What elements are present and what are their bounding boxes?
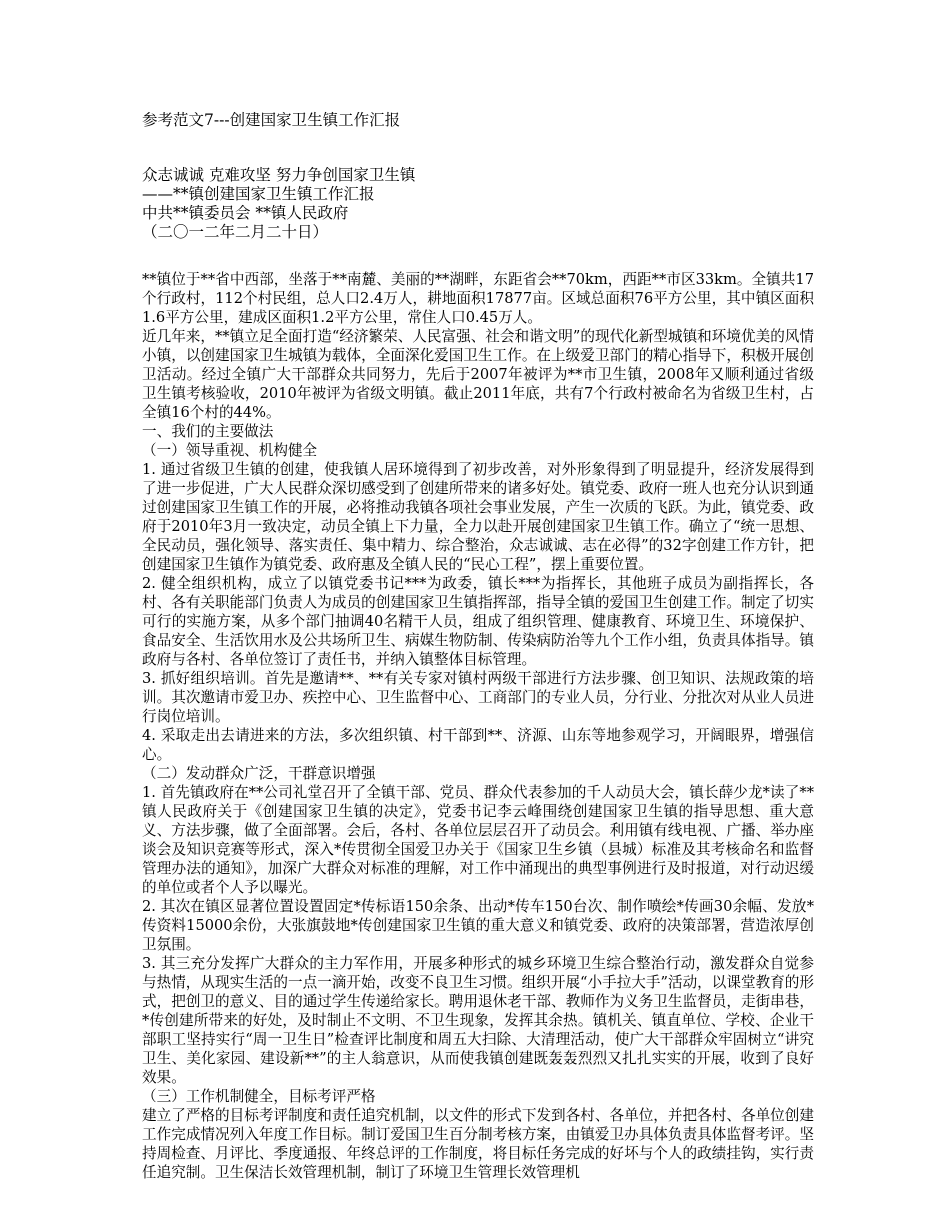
date-line: （二〇一二年二月二十日） — [142, 223, 329, 241]
subsection-heading: （一）领导重视、机构健全 — [142, 442, 318, 459]
body-text — [142, 270, 814, 1182]
paragraph: 1. 通过省级卫生镇的创建，使我镇人居环境得到了初步改善，对外形象得到了明显提升，经济发展得到了进一步促进，广大人民群众深切感受到了创建所带来的诸多好处。镇党委、政府一班人也充分认识到通过创建国家卫生镇工作的开展，必将推动我镇各项社会事业发展，产生一次质的飞跃。为此，镇党委、政府于2010年3月一致决定，动员全镇上下力量，全力以赴开展创建国家卫生镇工作。确立了“统一思想、全民动员，强化领导、落实责任、集中精力、综合整治，众志诚诚、志在必得”的32字创建工作方针，把创建国家卫生镇作为镇党委、政府惠及全镇人民的“民心工程”，摆上重要位置。 — [142, 461, 814, 573]
section-heading: 一、我们的主要做法 — [142, 423, 274, 440]
paragraph: 2. 其次在镇区显著位置设置固定*传标语150余条、出动*传车150台次、制作喷绘*传画30余幅、发放*传资料15000余份，大张旗鼓地*传创建国家卫生镇的重大意义和镇党委、政府的决策部署，营造浓厚创卫氛围。 — [142, 898, 814, 953]
header-block — [142, 166, 822, 242]
paragraph: 2. 健全组织机构，成立了以镇党委书记***为政委，镇长***为指挥长，其他班子成员为副指挥长，各村、各有关职能部门负责人为成员的创建国家卫生镇指挥部，指导全镇的爱国卫生创建工作。制定了切实可行的实施方案，从多个部门抽调40名精干人员，组成了组织管理、健康教育、环境卫生、环境保护、食品安全、生活饮用水及公共场所卫生、病媒生物防制、传染病防治等九个工作小组，负责具体指导。镇政府与各村、各单位签订了责任书，并纳入镇整体目标管理。 — [142, 575, 814, 668]
document-title: 参考范文7---创建国家卫生镇工作汇报 — [142, 111, 401, 129]
main-heading: 众志诚诚 克难攻坚 努力争创国家卫生镇 — [142, 166, 416, 184]
subsection-heading: （二）发动群众广泛，干群意识增强 — [142, 765, 376, 782]
subheading: ——**镇创建国家卫生镇工作汇报 — [142, 185, 375, 203]
paragraph: 1. 首先镇政府在**公司礼堂召开了全镇干部、党员、群众代表参加的千人动员大会，镇长薛少龙*读了**镇人民政府关于《创建国家卫生镇的决定》，党委书记李云峰围绕创建国家卫生镇的指导思想、重大意义、方法步骤，做了全面部署。会后，各村、各单位层层召开了动员会。利用镇有线电视、广播、举办座谈会及知识竞赛等形式，深入*传贯彻全国爱卫办关于《国家卫生乡镇（县城）标准及其考核命名和监督管理办法的通知》，加深广大群众对标准的理解，对工作中涌现出的典型事例进行及时报道，对行动迟缓的单位或者个人予以曝光。 — [142, 784, 814, 896]
paragraph: **镇位于**省中西部，坐落于**南麓、美丽的**湖畔，东距省会**70km，西距**市区33km。全镇共17个行政村，112个村民组，总人口2.4万人，耕地面积17877亩。区域总面积76平方公里，其中镇区面积1.6平方公里，建成区面积1.2平方公里，常住人口0.45万人。 — [142, 271, 814, 326]
paragraph: 近几年来，**镇立足全面打造“经济繁荣、人民富强、社会和谐文明”的现代化新型城镇和环境优美的风情小镇，以创建国家卫生城镇为载体，全面深化爱国卫生工作。在上级爱卫部门的精心指导下，积极开展创卫活动。经过全镇广大干部群众共同努力，先后于2007年被评为**市卫生镇，2008年又顺利通过省级卫生镇考核验收，2010年被评为省级文明镇。截止2011年底，共有7个行政村被命名为省级卫生村，占全镇16个村的44%。 — [142, 328, 814, 421]
subsection-heading: （三）工作机制健全，目标考评严格 — [142, 1088, 376, 1105]
paragraph: 3. 抓好组织培训。首先是邀请**、**有关专家对镇村两级干部进行方法步骤、创卫知识、法规政策的培训。其次邀请市爱卫办、疾控中心、卫生监督中心、工商部门的专业人员，分行业、分批次对从业人员进行岗位培训。 — [142, 670, 814, 725]
issuer-line: 中共**镇委员会 **镇人民政府 — [142, 204, 349, 222]
paragraph: 4. 采取走出去请进来的方法，多次组织镇、村干部到**、济源、山东等地参观学习，开阔眼界，增强信心。 — [142, 727, 814, 763]
paragraph: 3. 其三充分发挥广大群众的主力军作用，开展多种形式的城乡环境卫生综合整治行动，激发群众自觉参与热情，从现实生活的一点一滴开始，改变不良卫生习惯。组织开展“小手拉大手”活动，以课堂教育的形式，把创卫的意义、目的通过学生传递给家长。聘用退休老干部、教师作为义务卫生监督员，走街串巷，*传创建所带来的好处，及时制止不文明、不卫生现象，发挥其余热。镇机关、镇直单位、学校、企业干部职工坚持实行“周一卫生日”检查评比制度和周五大扫除、大清理活动，使广大干部群众牢固树立“讲究卫生、美化家园、建设新**”的主人翁意识，从而使我镇创建既轰轰烈烈又扎扎实实的开展，收到了良好效果。 — [142, 955, 814, 1086]
paragraph: 建立了严格的目标考评制度和责任追究机制，以文件的形式下发到各村、各单位，并把各村、各单位创建工作完成情况列入年度工作目标。制订爱国卫生百分制考核方案，由镇爱卫办具体负责具体监督考评。坚持周检查、月评比、季度通报、年终总评的工作制度，将目标任务完成的好坏与个人的政绩挂钩，实行责任追究制。卫生保洁长效管理机制，制订了环境卫生管理长效管理机 — [142, 1107, 814, 1181]
